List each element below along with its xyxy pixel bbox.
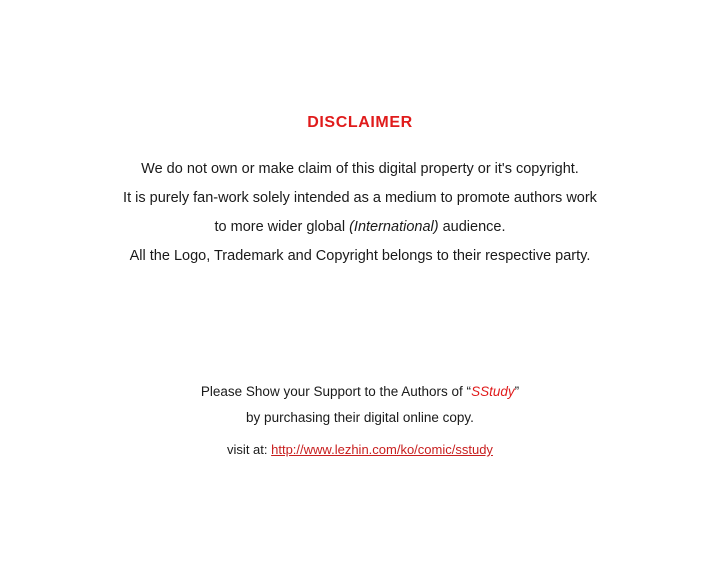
lezhin-comic-link[interactable]: http://www.lezhin.com/ko/comic/sstudy <box>271 442 493 457</box>
disclaimer-line-3 <box>0 213 720 242</box>
disclaimer-line-3-emphasis: (International) <box>349 219 439 235</box>
support-message <box>0 379 720 431</box>
disclaimer-line-4: All the Logo, Trademark and Copyright belongs to their respective party. <box>129 248 591 264</box>
disclaimer-body <box>0 155 720 271</box>
disclaimer-line-1: We do not own or make claim of this digital property or it's copyright. <box>141 161 579 177</box>
disclaimer-line-3-suffix: audience. <box>438 219 506 235</box>
support-line-1 <box>0 379 720 405</box>
support-line-1-suffix: ” <box>514 384 520 399</box>
disclaimer-line-3-prefix: to more wider global <box>214 219 350 235</box>
support-line-2: by purchasing their digital online copy. <box>246 410 474 425</box>
support-line-1-prefix: Please Show your Support to the Authors of “ <box>200 384 472 399</box>
disclaimer-line-2: It is purely fan-work solely intended as a medium to promote authors work <box>123 190 597 206</box>
support-title-accent: SStudy <box>471 384 515 399</box>
visit-line <box>0 442 720 457</box>
page-title: DISCLAIMER <box>307 114 413 131</box>
visit-label: visit at: <box>227 442 272 457</box>
